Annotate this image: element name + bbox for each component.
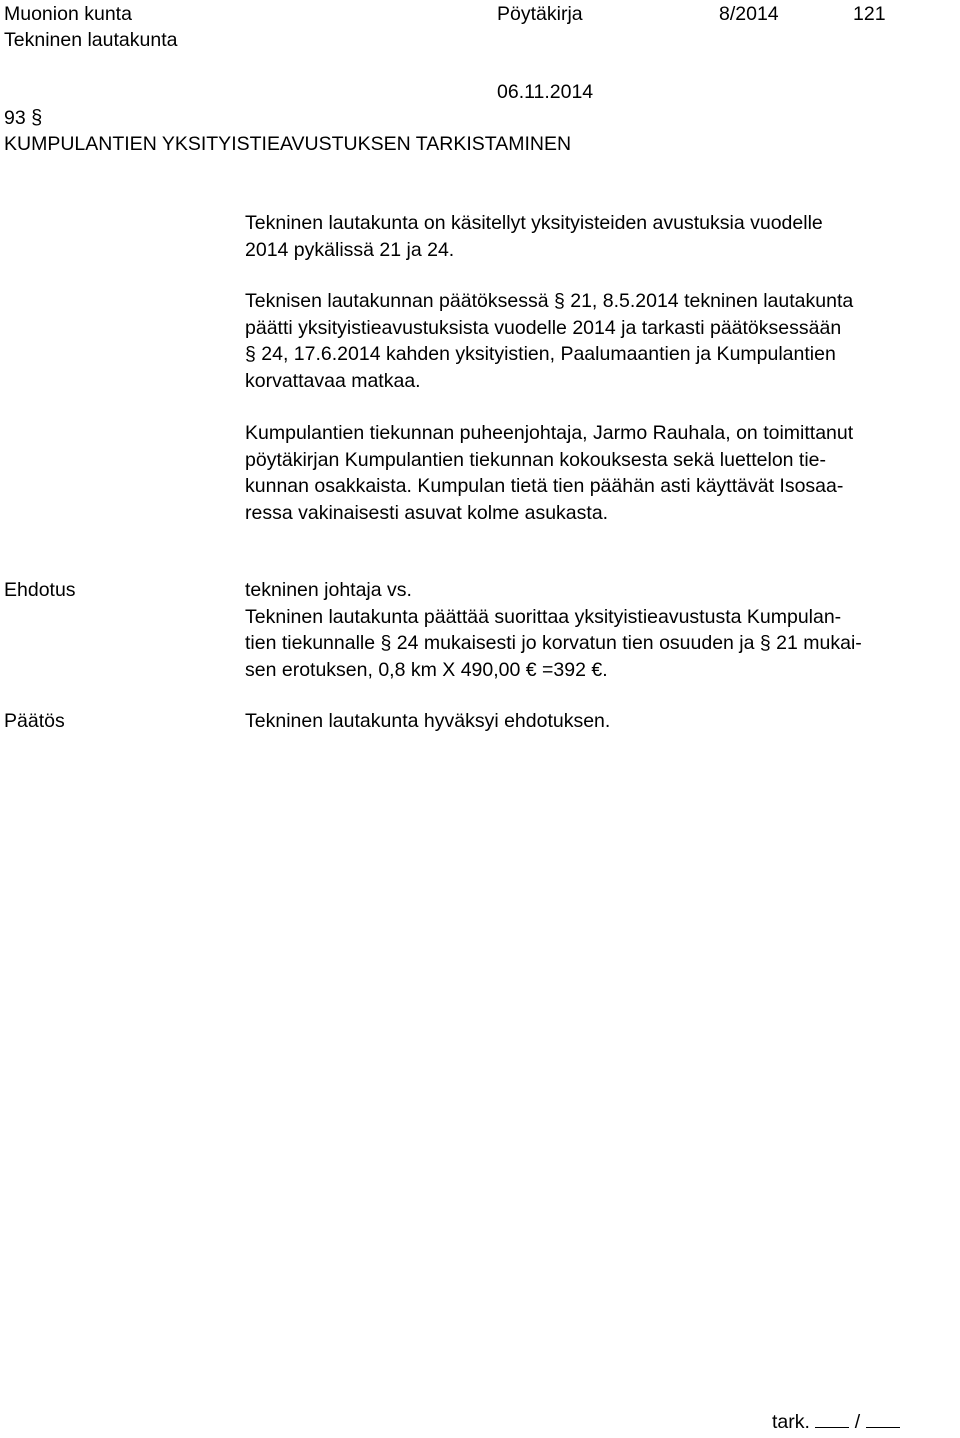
paragraph-line: § 24, 17.6.2014 kahden yksityistien, Paalumaantien ja Kumpulantien: [245, 343, 836, 365]
initial-blank-2: [866, 1411, 900, 1428]
item-title: KUMPULANTIEN YKSITYISTIEAVUSTUKSEN TARKISTAMINEN: [4, 133, 572, 155]
page-number: 121: [853, 3, 886, 25]
paragraph-line: Teknisen lautakunnan päätöksessä § 21, 8.5.2014 tekninen lautakunta: [245, 290, 854, 312]
proposal-label: Ehdotus: [4, 579, 76, 601]
item-number-line: [4, 106, 42, 130]
review-label: tark.: [772, 1411, 810, 1433]
paragraph-line: ressa vakinaisesti asuvat kolme asukasta.: [245, 501, 609, 524]
document-type: Pöytäkirja: [497, 3, 583, 25]
municipality-name: Muonion kunta: [4, 3, 132, 25]
paragraph-line: kunnan osakkaista. Kumpulan tietä tien päähän asti käyttävät Isosaa-: [245, 475, 844, 497]
review-initials: [772, 1410, 900, 1434]
paragraph-2: [245, 288, 960, 394]
decision-text: Tekninen lautakunta hyväksyi ehdotuksen.: [245, 710, 611, 732]
paragraph-3: [245, 420, 960, 526]
decision-label: Päätös: [4, 710, 65, 732]
review-separator: /: [854, 1411, 861, 1433]
committee-name: Tekninen lautakunta: [4, 29, 178, 51]
paragraph-1: [245, 210, 960, 263]
item-number: 93: [4, 107, 26, 129]
initial-blank-1: [815, 1411, 849, 1428]
proposal-line: tien tiekunnalle § 24 mukaisesti jo korvatun tien osuuden ja § 21 mukai-: [245, 632, 862, 654]
paragraph-line: 2014 pykälissä 21 ja 24.: [245, 238, 455, 261]
paragraph-line: Tekninen lautakunta on käsitellyt yksityisteiden avustuksia vuodelle: [245, 212, 823, 234]
document-number: 8/2014: [719, 3, 779, 25]
proposal-line: Tekninen lautakunta päättää suorittaa yksityistieavustusta Kumpulan-: [245, 605, 842, 628]
paragraph-line: pöytäkirjan Kumpulantien tiekunnan kokouksesta sekä luettelon tie-: [245, 448, 827, 471]
meeting-date: 06.11.2014: [497, 81, 594, 103]
paragraph-line: päätti yksityistieavustuksista vuodelle 2014 ja tarkasti päätöksessään: [245, 316, 842, 339]
proposal-line: sen erotuksen, 0,8 km X 490,00 € =392 €.: [245, 658, 608, 681]
paragraph-line: Kumpulantien tiekunnan puheenjohtaja, Jarmo Rauhala, on toimittanut: [245, 422, 854, 444]
paragraph-line: korvattavaa matkaa.: [245, 369, 421, 392]
proposal-block: [245, 577, 960, 683]
proposal-presenter: tekninen johtaja vs.: [245, 579, 412, 601]
section-sign: §: [31, 107, 43, 129]
